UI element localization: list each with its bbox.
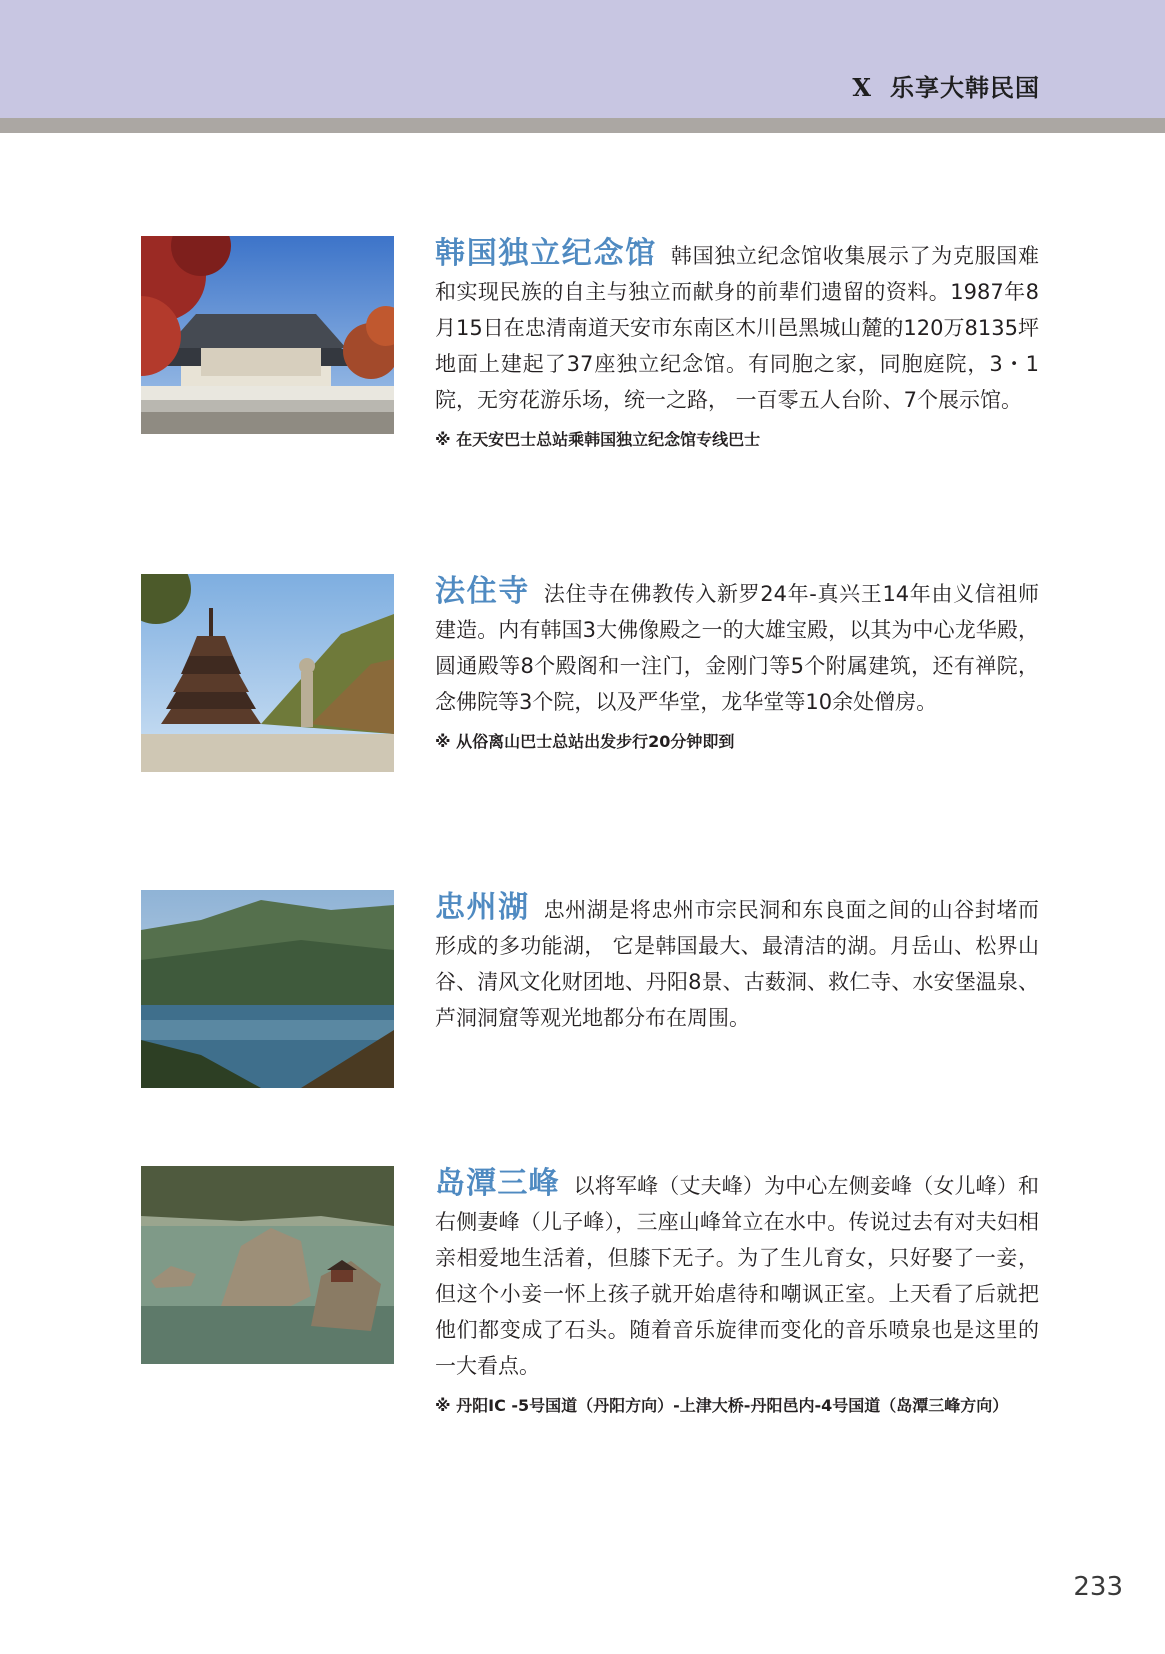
header-divider-bar	[0, 118, 1165, 133]
entry-title: 韩国独立纪念馆	[435, 236, 657, 271]
entry-paragraph	[435, 574, 1039, 720]
page-number: 233	[1073, 1572, 1123, 1602]
entry-body: 忠州湖是将忠州市宗民洞和东良面之间的山谷封堵而形成的多功能湖， 它是韩国最大、最清洁的湖。月岳山、松界山谷、清风文化财团地、丹阳8景、古薮洞、救仁寺、水安堡温泉、芦洞洞窟等观光地都分布在周围。	[435, 898, 1040, 1030]
beopjusa-photo	[141, 574, 394, 772]
transport-note: ※ 在天安巴士总站乘韩国独立纪念馆专线巴士	[435, 430, 761, 449]
entry-body: 法住寺在佛教传入新罗24年-真兴王14年由义信祖师建造。内有韩国3大佛像殿之一的大雄宝殿，以其为中心龙华殿，圆通殿等8个殿阁和一注门，金刚门等5个附属建筑，还有禅院，念佛院等3个院，以及严华堂，龙华堂等10余处僧房。	[435, 582, 1039, 714]
entry-paragraph	[435, 890, 1039, 1036]
dodamsambong-photo	[141, 1166, 394, 1364]
entry-text	[435, 890, 1039, 1036]
chungju-lake-photo	[141, 890, 394, 1088]
chapter-title: 乐享大韩民国	[890, 74, 1040, 102]
entry-body: 韩国独立纪念馆收集展示了为克服国难和实现民族的自主与独立而献身的前辈们遗留的资料。1987年8月15日在忠清南道天安市东南区木川邑黑城山麓的120万8135坪地面上建起了37座独立纪念馆。有同胞之家，同胞庭院，3・1院，无穷花游乐场，统一之路， 一百零五人台阶、7个展示馆。	[435, 244, 1040, 412]
transport-note: ※ 丹阳IC -5号国道（丹阳方向）-上津大桥-丹阳邑内-4号国道（岛潭三峰方向）	[435, 1396, 1009, 1415]
independence-hall-photo	[141, 236, 394, 434]
entry-text	[435, 574, 1039, 756]
entry-body: 以将军峰（丈夫峰）为中心左侧妾峰（女儿峰）和右侧妻峰（儿子峰），三座山峰耸立在水中。传说过去有对夫妇相亲相爱地生活着，但膝下无子。为了生儿育女，只好娶了一妾，但这个小妾一怀上孩子就开始虐待和嘲讽正室。上天看了后就把他们都变成了石头。随着音乐旋律而变化的音乐喷泉也是这里的一大看点。	[435, 1174, 1039, 1378]
transport-note: ※ 从俗离山巴士总站出发步行20分钟即到	[435, 732, 735, 751]
chapter-heading	[852, 68, 1040, 103]
entry-title: 岛潭三峰	[435, 1166, 560, 1201]
entry-title: 法住寺	[435, 574, 530, 609]
entry-text	[435, 1166, 1039, 1420]
entry-paragraph	[435, 1166, 1039, 1384]
chapter-numeral: X	[852, 73, 872, 102]
entry-text	[435, 236, 1039, 454]
entry-paragraph	[435, 236, 1039, 418]
entry-title: 忠州湖	[435, 890, 530, 925]
